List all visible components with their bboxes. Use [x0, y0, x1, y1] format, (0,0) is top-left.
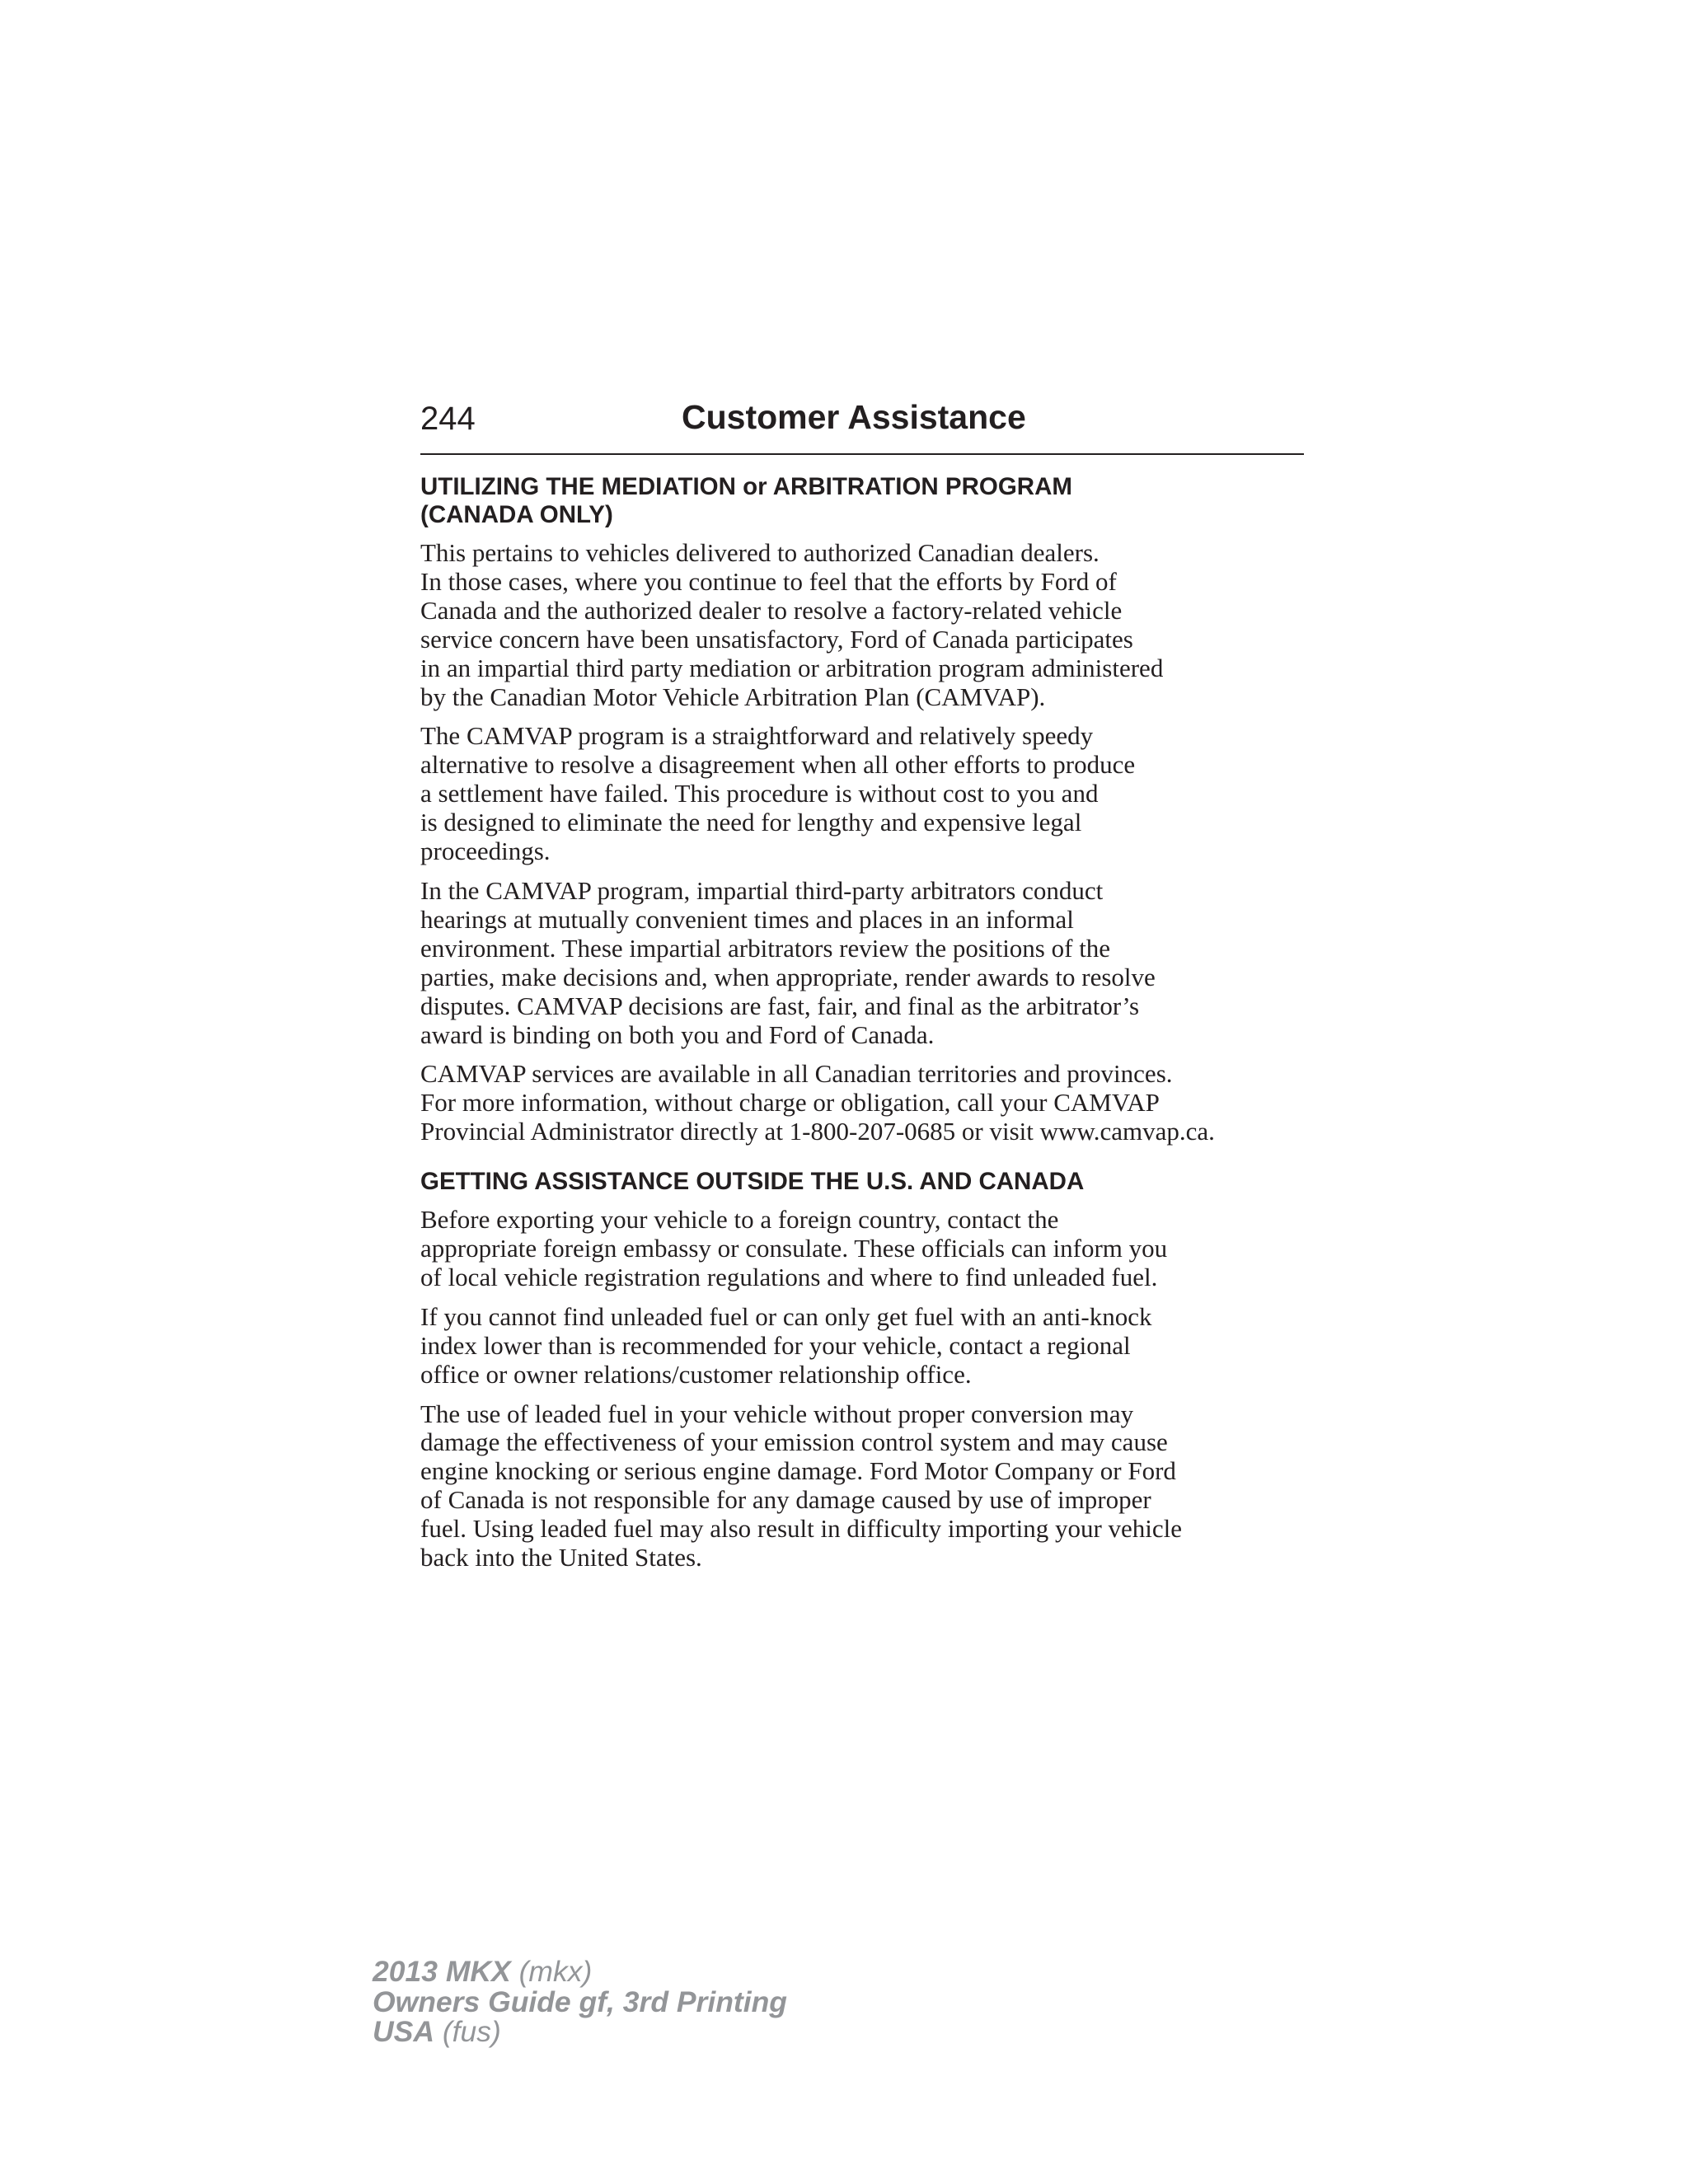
paragraph: The CAMVAP program is a straightforward and relatively speedy alternative to resolve a disagreement when all other efforts to produce a settlement have failed. This procedure is without cost to you and is designed to eliminate the need for lengthy and expensive legal proceedings. [420, 721, 1136, 866]
page-number: 244 [420, 401, 476, 437]
print-footer [373, 1957, 787, 2047]
page-content [420, 473, 1319, 1572]
footer-guide: Owners Guide gf, 3rd Printing [373, 1985, 787, 2018]
footer-market: USA [373, 2015, 434, 2048]
footer-market-code: (fus) [442, 2015, 501, 2048]
section-heading-mediation: UTILIZING THE MEDIATION or ARBITRATION PROGRAM (CANADA ONLY) [420, 473, 1072, 528]
paragraph: The use of leaded fuel in your vehicle without proper conversion may damage the effectiveness of your emission control system and may cause engine knocking or serious engine damage. Ford Motor Company or Ford of Canada is not responsible for any damage caused by use of improper fuel. Using leaded fuel may also result in difficulty importing your vehicle back into the United States. [420, 1399, 1183, 1572]
paragraph: CAMVAP services are available in all Canadian territories and provinces. For more information, without charge or obligation, call your CAMVAP Provincial Administrator directly at 1-800-207-0685 or visit www.camvap.ca. [420, 1059, 1215, 1146]
footer-line-market [373, 2017, 787, 2047]
footer-model-code: (mkx) [518, 1955, 593, 1988]
paragraph: Before exporting your vehicle to a foreign country, contact the appropriate foreign embassy or consulate. These officials can inform you of local vehicle registration regulations and where to find unleaded fuel. [420, 1205, 1168, 1291]
page-title: Customer Assistance [682, 398, 1026, 436]
paragraph: This pertains to vehicles delivered to authorized Canadian dealers. In those cases, where you continue to feel that the efforts by Ford of Canada and the authorized dealer to resolve a factory-related vehicle service concern have been unsatisfactory, Ford of Canada participates in an impartial third party mediation or arbitration program administered by the Canadian Motor Vehicle Arbitration Plan (CAMVAP). [420, 538, 1164, 711]
footer-line-model [373, 1957, 787, 1987]
paragraph: In the CAMVAP program, impartial third-party arbitrators conduct hearings at mutually convenient times and places in an informal environment. These impartial arbitrators review the positions of the parties, make decisions and, when appropriate, render awards to resolve disputes. CAMVAP decisions are fast, fair, and final as the arbitrator’s award is binding on both you and Ford of Canada. [420, 875, 1156, 1049]
footer-line-guide [373, 1987, 787, 2018]
page-header [420, 397, 1304, 455]
paragraph: If you cannot find unleaded fuel or can only get fuel with an anti-knock index lower than is recommended for your vehicle, contact a regional office or owner relations/customer relationship office. [420, 1301, 1152, 1389]
section-heading-outside-us-canada: GETTING ASSISTANCE OUTSIDE THE U.S. AND CANADA [420, 1168, 1085, 1196]
footer-model: 2013 MKX [373, 1955, 511, 1988]
